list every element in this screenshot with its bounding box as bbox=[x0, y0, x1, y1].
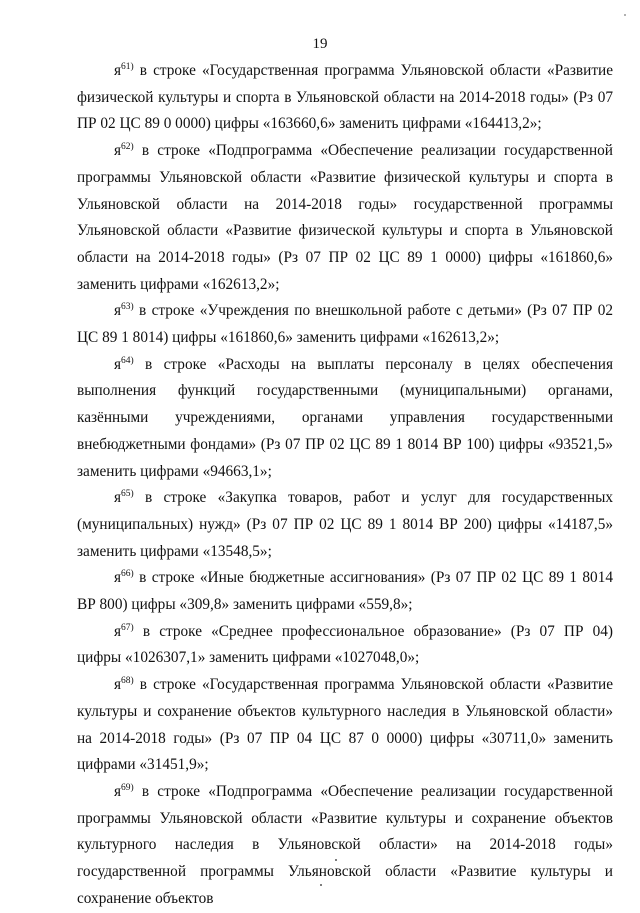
amendment-paragraph bbox=[77, 138, 613, 298]
item-number: 64) bbox=[121, 355, 134, 366]
amendment-text: в строке «Закупка товаров, работ и услуг для государственных (муниципальных) нужд» (Рз 07 ПР 02 ЦС 89 1 8014 ВР 200) цифры «14187,5» заменить цифрами «13548,5»; bbox=[77, 489, 613, 560]
amendment-paragraph bbox=[77, 779, 613, 913]
page-number: 19 bbox=[312, 36, 328, 52]
item-number: 63) bbox=[121, 302, 134, 313]
item-number: 68) bbox=[121, 676, 134, 687]
scan-speck bbox=[320, 884, 322, 886]
item-prefix: я bbox=[114, 782, 122, 800]
amendment-paragraph bbox=[77, 352, 613, 486]
document-body bbox=[77, 58, 613, 913]
amendment-paragraph bbox=[77, 672, 613, 779]
amendment-text: в строке «Иные бюджетные ассигнования» (Рз 07 ПР 02 ЦС 89 1 8014 ВР 800) цифры «309,8» заменить цифрами «559,8»; bbox=[77, 569, 613, 614]
item-number: 69) bbox=[121, 782, 134, 793]
amendment-text: в строке «Подпрограмма «Обеспечение реализации государственной программы Ульяновской области «Развитие культуры и сохранение объектов культурного наследия в Ульяновской области» на 2014-2018 годы» государственной программы Ульяновской области «Развитие культуры и сохранение объектов bbox=[77, 782, 613, 907]
item-prefix: я bbox=[114, 62, 122, 79]
item-prefix: я bbox=[114, 489, 122, 507]
scan-speck bbox=[335, 859, 337, 861]
item-prefix: я bbox=[114, 676, 122, 694]
item-prefix: я bbox=[114, 302, 122, 320]
item-prefix: я bbox=[114, 355, 122, 373]
amendment-paragraph bbox=[77, 58, 613, 138]
item-prefix: я bbox=[114, 569, 122, 587]
amendment-text: в строке «Подпрограмма «Обеспечение реализации государственной программы Ульяновской области «Развитие физической культуры и спорта в Ульяновской области на 2014-2018 годы» государственной программы Ульяновской области «Развитие физической культуры и спорта в Ульяновской области на 2014-2018 годы» (Рз 07 ПР 02 ЦС 89 1 0000) цифры «161860,6» заменить цифрами «162613,2»; bbox=[77, 142, 613, 293]
item-number: 65) bbox=[121, 489, 134, 500]
item-number: 62) bbox=[121, 142, 134, 153]
scan-speck bbox=[624, 14, 626, 16]
amendment-text: в строке «Расходы на выплаты персоналу в целях обеспечения выполнения функций государственными (муниципальными) органами, казёнными учреждениями, органами управления государственными внебюджетными фондами» (Рз 07 ПР 02 ЦС 89 1 8014 ВР 100) цифры «93521,5» заменить цифрами «94663,1»; bbox=[77, 355, 613, 480]
amendment-text: в строке «Государственная программа Ульяновской области «Развитие культуры и сохранение объектов культурного наследия в Ульяновской области» на 2014-2018 годы» (Рз 07 ПР 04 ЦС 87 0 0000) цифры «30711,0» заменить цифрами «31451,9»; bbox=[77, 676, 613, 774]
amendment-paragraph bbox=[77, 565, 613, 618]
item-number: 66) bbox=[121, 569, 134, 580]
item-prefix: я bbox=[114, 622, 122, 640]
amendment-paragraph bbox=[77, 619, 613, 672]
item-prefix: я bbox=[114, 142, 122, 160]
amendment-text: в строке «Государственная программа Ульяновской области «Развитие физической культуры и спорта в Ульяновской области на 2014-2018 годы» (Рз 07 ПР 02 ЦС 89 0 0000) цифры «163660,6» заменить цифрами «164413,2»; bbox=[77, 62, 613, 133]
amendment-text: в строке «Учреждения по внешкольной работе с детьми» (Рз 07 ПР 02 ЦС 89 1 8014) цифры «161860,6» заменить цифрами «162613,2»; bbox=[77, 302, 613, 347]
amendment-paragraph bbox=[77, 485, 613, 565]
amendment-text: в строке «Среднее профессиональное образование» (Рз 07 ПР 04) цифры «1026307,1» заменить цифрами «1027048,0»; bbox=[77, 622, 613, 667]
amendment-paragraph bbox=[77, 298, 613, 351]
item-number: 61) bbox=[121, 62, 134, 72]
item-number: 67) bbox=[121, 622, 134, 633]
